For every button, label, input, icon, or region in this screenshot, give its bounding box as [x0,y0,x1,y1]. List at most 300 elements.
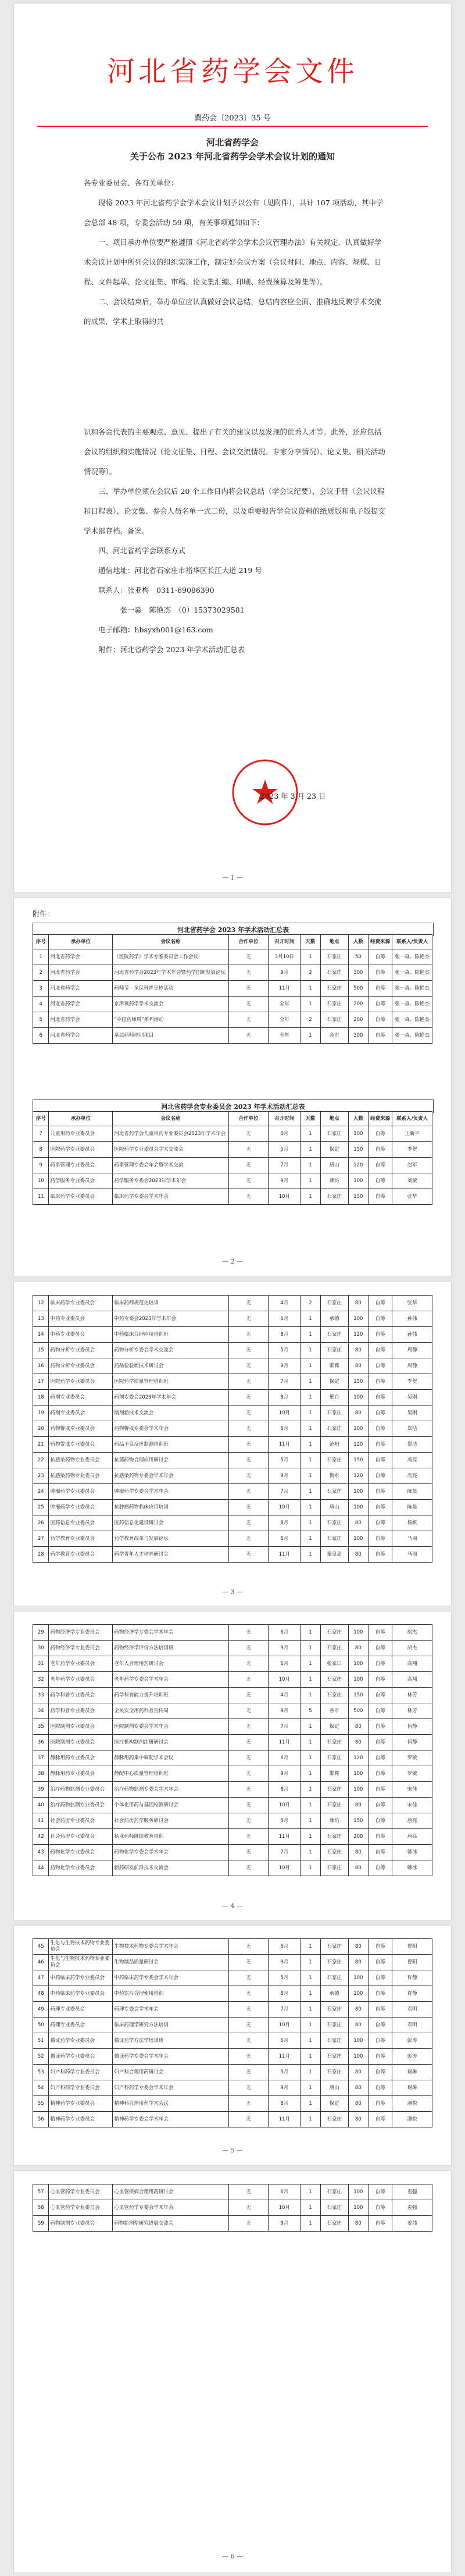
table-cell: 孙伟 [392,1327,432,1343]
table-cell: 无 [228,1547,269,1563]
table-cell: 中药临床药学专委会学术年会 [113,1970,228,1986]
table-cell: 自筹 [369,1343,392,1358]
table-cell: 2 [301,965,320,981]
table-cell: 4 [33,997,49,1012]
table-cell: 1 [301,1390,320,1406]
document-title: 关于公布 2023 年河北省药学会学术会议计划的通知 [130,151,335,162]
table-cell: 10月 [269,2200,301,2216]
table-cell: 药物化学专业委员会 [49,1860,113,1876]
table-cell: 中药专业委员会 [49,1311,113,1327]
table-cell: 35 [33,1719,49,1735]
table-cell: 药物经济学专委会学术年会 [113,1625,228,1641]
table-cell: 临床药师规范化培训 [113,1296,228,1311]
table-cell: 林芳 [392,1703,432,1719]
column-header: 经费来源 [369,1112,392,1126]
table-cell: 自筹 [369,1782,392,1798]
table-cell: 9月 [269,2216,301,2232]
notice-body-continued [84,422,386,660]
table-cell: 无 [228,1358,269,1374]
table-cell: 无 [228,1142,269,1158]
table-cell: 3月10日 [269,949,301,965]
table-cell: 无 [228,2002,269,2018]
table-cell: 全年 [269,1028,301,1044]
table-cell: 57 [33,2184,49,2200]
table-cell: 5月 [269,1970,301,1986]
table-cell: 执业药师继续教育培训 [113,1829,228,1845]
table-cell: 韩冰 [392,1845,432,1860]
table-cell: 自筹 [369,1955,392,1970]
table-row [33,1719,432,1735]
table-cell: 袁强 [392,2200,432,2216]
table-cell: 河北省药学会 [49,949,113,965]
column-header: 人数 [348,935,368,949]
table-row [33,1656,432,1672]
column-header: 承办单位 [49,1112,113,1126]
table-cell: 自筹 [369,1453,392,1468]
table-row [33,1860,432,1876]
table-row [33,981,432,997]
table-cell: 自筹 [369,1656,392,1672]
table-cell: 39 [33,1782,49,1798]
table-cell: 10 [33,1173,49,1189]
table-cell: 张一淼、陈艳杰 [392,1012,432,1028]
table-cell: 制剂新技术交流会 [113,1406,228,1421]
table-cell: 许静 [392,1970,432,1986]
table-cell: 石家庄 [320,1453,348,1468]
table-cell: 无 [228,1735,269,1750]
table-cell: 9 [33,1158,49,1173]
table-cell: 1 [301,2216,320,2232]
table-row [33,1845,432,1860]
table-cell: 心血管疾病合理用药研讨会 [113,2184,228,2200]
table-cell: 无 [228,1860,269,1876]
table-cell: 药物制剂专业委员会 [49,2216,113,2232]
column-header: 序号 [33,1112,49,1126]
table-cell: 无 [228,1766,269,1782]
table-cell: 石家庄 [320,1750,348,1766]
paragraph-item-2-continued: 识和各会代表的主要观点、意见、提出了有关的建议以及发现的优秀人才等。此外，还应包括会议的组织和实施情况（论文征集、日程、会议交流情况、专家分享情况）、论文集、相关活动情况等）。 [84,428,385,476]
table-row [33,1735,432,1750]
table-cell: 100 [348,1484,368,1500]
column-header: 地点 [320,1112,348,1126]
table-cell: 80 [348,2065,368,2080]
table-cell: 石家庄 [320,1421,348,1437]
table-cell: 石家庄 [320,1782,348,1798]
table-row [33,1703,432,1719]
page-number: — 4 — [222,1902,243,1910]
table-cell: 无 [228,2184,269,2200]
table-cell: 自筹 [369,1860,392,1876]
table-cell: 10月 [269,2018,301,2033]
table-cell: 15 [33,1343,49,1358]
table-cell: 药物警戒专业委员会 [49,1437,113,1453]
table-row [33,949,432,965]
table-cell: 社会药房专业委员会 [49,1813,113,1829]
red-divider [37,126,428,127]
table-cell: 80 [348,1735,368,1750]
paragraph-intro: 现将 2023 年河北省药学会学术会议计划予以公布（见附件），共计 107 项活动，其中学会总部 48 项，专委会活动 59 项，有关事项通知如下： [84,198,384,227]
table-cell: 韩冰 [392,1860,432,1876]
table-cell: 29 [33,1625,49,1641]
table-cell: 自筹 [369,1142,392,1158]
table-row [33,2049,432,2065]
table-cell: 80 [348,2018,368,2033]
table-cell: 自筹 [369,1688,392,1703]
annex-page-5 [14,2171,451,2573]
table-cell: 1 [301,1158,320,1173]
table-cell: 张家口 [320,1656,348,1672]
table-cell: 自筹 [369,1798,392,1813]
table-cell: 保定 [320,1719,348,1735]
table-cell: 80 [348,1547,368,1563]
table-cell: 药学服务专业委员会 [49,1173,113,1189]
table-cell: 邓明 [392,2018,432,2033]
table-cell: 自筹 [369,1845,392,1860]
table-cell: 社会药房专业委员会 [49,1829,113,1845]
table-cell: 石家庄 [320,1515,348,1531]
table-cell: 石家庄 [320,2184,348,2200]
table-row [33,965,432,981]
table-cell: 老年人合理用药研讨会 [113,1656,228,1672]
table-cell: 石家庄 [320,1531,348,1547]
table-cell: 心血管药学专业委员会 [49,2184,113,2200]
table-cell: 55 [33,2096,49,2112]
table-cell: 无 [228,949,269,965]
table-cell: 潘悦 [392,2096,432,2112]
table-cell: 1 [301,1374,320,1390]
table-cell: 1 [301,997,320,1012]
table-cell: 1 [301,1656,320,1672]
table-cell: 张华 [392,1189,432,1205]
table-cell: 各市 [320,1028,348,1044]
table-cell: 药物分析专业委员会 [49,1358,113,1374]
table-cell: 9月 [269,1173,301,1189]
table-cell: 石家庄 [320,1970,348,1986]
table-cell: 罗敏 [392,1750,432,1766]
table-cell: 1 [301,1735,320,1750]
table-cell: 11月 [269,981,301,997]
table-cell: 1 [301,1028,320,1044]
table-cell: 循证药学专业委员会 [49,2033,113,2049]
table-row [33,1468,432,1484]
table-cell: 石家庄 [320,1625,348,1641]
table-cell: 邢台 [320,1390,348,1406]
table-cell: 1 [301,1453,320,1468]
table-cell: 10月 [269,1500,301,1515]
table-cell: 个体化用药与基因检测研讨会 [113,1798,228,1813]
table-cell: 1 [301,2080,320,2096]
table-cell: 曹阳 [392,1955,432,1970]
table-cell: 刘敏 [392,1173,432,1189]
page-number: — 5 — [222,2147,243,2154]
table-cell: 无 [228,1173,269,1189]
activity-table-continued [33,1938,432,2127]
table-cell: 临床药学专业委员会 [49,1189,113,1205]
table-cell: 吴刚 [392,1406,432,1421]
table-cell: 自筹 [369,2216,392,2232]
table-row [33,2200,432,2216]
table-cell: 邯郸 [320,1358,348,1374]
table-cell: 10月 [269,1406,301,1421]
table-cell: 100 [348,1531,368,1547]
table-cell: 120 [348,1468,368,1484]
table-cell: 自筹 [369,1028,392,1044]
table-cell: 1 [301,2096,320,2112]
table-cell: 80 [348,1939,368,1955]
table-cell: 无 [228,2018,269,2033]
column-header: 经费来源 [369,935,392,949]
table-row [33,2096,432,2112]
table-cell: 马丽 [392,1531,432,1547]
table-cell: 无 [228,1406,269,1421]
table-cell: 自筹 [369,2049,392,2065]
table-cell: 无 [228,1625,269,1641]
table-cell: 石家庄 [320,1343,348,1358]
table-cell: 医院制剂专业委员会 [49,1735,113,1750]
table-cell: 石家庄 [320,1484,348,1500]
table-cell: 20 [33,1421,49,1437]
table-row [33,2216,432,2232]
table-cell: 彭涛 [392,2033,432,2049]
table-cell: 无 [228,1656,269,1672]
table-row [33,1374,432,1390]
table-cell: 全民安全用药科普宣传周 [113,1703,228,1719]
table-cell: 80 [348,2216,368,2232]
table-cell: 无 [228,1829,269,1845]
table-cell: 自筹 [369,2112,392,2127]
table-cell: 9月 [269,1358,301,1374]
table-cell: 5月 [269,1813,301,1829]
table-cell: 120 [348,1158,368,1173]
table-cell: 1 [301,2112,320,2127]
table-cell: 自筹 [369,1012,392,1028]
table-cell: 52 [33,2049,49,2065]
table-cell: 循证药学方法学培训班 [113,2033,228,2049]
table-cell: 无 [228,2200,269,2216]
table-cell: 自筹 [369,1547,392,1563]
table-cell: 生化与生物技术药物专业委员会 [49,1955,113,1970]
table-cell: 1 [301,1327,320,1343]
table-cell: 老年药学专委会学术年会 [113,1672,228,1688]
table-cell: 郑洁 [392,1421,432,1437]
table-cell: 自筹 [369,1327,392,1343]
table-cell: 抗感染药物专委会学术年会 [113,1468,228,1484]
table-cell: 1 [301,1484,320,1500]
table-cell: 9月 [269,1641,301,1656]
table-cell: 6月 [269,1750,301,1766]
table-cell: 1 [301,1547,320,1563]
table-cell: 200 [348,1829,368,1845]
table-cell: 承德 [320,1986,348,2002]
table-cell: 自筹 [369,1189,392,1205]
table-cell: 药品检验新技术研讨会 [113,1358,228,1374]
table-cell: 1 [301,1142,320,1158]
table-cell: 石家庄 [320,1327,348,1343]
table-cell: 宋佳 [392,1782,432,1798]
table-cell: 80 [348,2096,368,2112]
table-row [33,1437,432,1453]
table-cell: 无 [228,2033,269,2049]
table-cell: 石家庄 [320,1955,348,1970]
table-cell: 11月 [269,1829,301,1845]
table-cell: 48 [33,1986,49,2002]
table-cell: 1 [301,1500,320,1515]
table-cell: 老年药学专业委员会 [49,1672,113,1688]
table-cell: 石家庄 [320,2002,348,2018]
table-cell: 自筹 [369,1358,392,1374]
table-cell: 8月 [269,1327,301,1343]
table-cell: 9月 [269,1703,301,1719]
table-cell: 陈晨 [392,1484,432,1500]
table-cell: 自筹 [369,1515,392,1531]
table-cell: 药剂专业委员会 [49,1406,113,1421]
table-cell: 药物经济学评价方法培训班 [113,1641,228,1656]
table-cell: 精神药学专业委员会 [49,2112,113,2127]
table-row [33,1343,432,1358]
table-cell: 80 [348,1719,368,1735]
annex-page-3 [14,1611,451,1920]
table-cell: 1 [301,1688,320,1703]
table-row [33,1750,432,1766]
table-cell: 谢琳 [392,2065,432,2080]
table-cell: 生物技术药物专委会学术年会 [113,1939,228,1955]
table-cell: 9月 [269,1955,301,1970]
column-header: 序号 [33,935,49,949]
table-cell: 37 [33,1750,49,1766]
table-cell: 无 [228,1531,269,1547]
table-cell: 无 [228,1688,269,1703]
table-cell: 无 [228,1813,269,1829]
table-cell: 无 [228,2080,269,2096]
table-row [33,1406,432,1421]
table-cell: 31 [33,1656,49,1672]
table-cell: 全年 [269,1012,301,1028]
table-cell: 自筹 [369,981,392,997]
table-cell: 1 [301,1798,320,1813]
table-cell: 自筹 [369,1625,392,1641]
table-cell: 1 [301,1406,320,1421]
table-cell: 郑洁 [392,1437,432,1453]
table-row [33,1390,432,1406]
table-cell: 1 [301,1311,320,1327]
table-cell: 自筹 [369,2200,392,2216]
activity-table-continued [33,1624,432,1876]
table-cell: 中药临床药学专业委员会 [49,1986,113,2002]
table-row [33,1625,432,1641]
table-cell: 静脉用药专业委员会 [49,1750,113,1766]
table-cell: 药物化学专委会学术年会 [113,1845,228,1860]
table-cell: 石家庄 [320,1012,348,1028]
table-cell: 6月 [269,2033,301,2049]
table-cell: 廊坊 [320,1173,348,1189]
table-cell: 罗敏 [392,1766,432,1782]
table-cell: 无 [228,997,269,1012]
table-cell: 自筹 [369,949,392,965]
table-cell: 自筹 [369,1766,392,1782]
email[interactable]: 电子邮箱：hbsyxh001@163.com [98,625,213,634]
table-cell: 1 [301,1860,320,1876]
table-cell: 80 [348,1343,368,1358]
table-cell: 6月 [269,1939,301,1955]
table-row [33,1421,432,1437]
table-cell: 1 [301,1531,320,1547]
table-row [33,1672,432,1688]
table-cell: 1 [301,2033,320,2049]
table-cell: 自筹 [369,1158,392,1173]
table-cell: 80 [348,1296,368,1311]
table-cell: 石家庄 [320,965,348,981]
annex-page-4 [14,1926,451,2165]
table-cell: 5月 [269,1343,301,1358]
table-cell: 药物分析专业委员会 [49,1343,113,1358]
table-cell: 药学教育专业委员会 [49,1547,113,1563]
table-cell: 治疗药物监测专业委员会 [49,1782,113,1798]
table-cell: 医院药学专业委员会学术交流会 [113,1142,228,1158]
table-cell: 无 [228,1703,269,1719]
table-cell: 1 [301,1813,320,1829]
table-cell: 10月 [269,1860,301,1876]
table-cell: 25 [33,1500,49,1515]
table-cell: 药学教育专业委员会 [49,1531,113,1547]
table-cell: 49 [33,2002,49,2018]
table-cell: 26 [33,1515,49,1531]
table-cell: 自筹 [369,1703,392,1719]
table-cell: 自筹 [369,1970,392,1986]
table-cell: 1 [301,1437,320,1453]
table-cell: 50 [348,949,368,965]
column-header: 合作单位 [228,935,269,949]
table-cell: 33 [33,1688,49,1703]
table-cell: 药物分析专委会学术交流会 [113,1343,228,1358]
table-cell: 自筹 [369,1735,392,1750]
table-cell: 何静 [392,1719,432,1735]
table-cell: 廊坊 [320,1813,348,1829]
table-cell: 10月 [269,1189,301,1205]
table-cell: 500 [348,981,368,997]
table-cell: 6月 [269,1421,301,1437]
table-cell: 药事管理专委会年会暨学术交流 [113,1158,228,1173]
table-row [33,1296,432,1311]
table-cell: 无 [228,1500,269,1515]
table-cell: 自筹 [369,1829,392,1845]
table-cell: 1 [301,1782,320,1798]
table-row [33,1453,432,1468]
table-cell: 邯郸 [320,1766,348,1782]
table-cell: 李贺 [392,1374,432,1390]
table-cell: 30 [33,1641,49,1656]
table-cell: 100 [348,1782,368,1798]
table-cell: 沧州 [320,1437,348,1453]
table-cell: 自筹 [369,2033,392,2049]
table-cell: 静脉用药专业委员会 [49,1766,113,1782]
column-header: 天数 [301,1112,320,1126]
table-cell: 袁强 [392,2184,432,2200]
table-cell: 自筹 [369,1390,392,1406]
table-cell: 老年药学专业委员会 [49,1656,113,1672]
document-number: 冀药会〔2023〕35 号 [194,114,271,123]
table-cell: 邓明 [392,2002,432,2018]
table-cell: 药理专业委员会 [49,2002,113,2018]
contact-person-2: 张一淼 陈艳杰 （0）15373029581 [120,606,245,614]
table-cell: 静脉用药集中调配学术会议 [113,1750,228,1766]
table-cell: 100 [348,1390,368,1406]
page-number: — 1 — [222,874,243,881]
table-cell: 肿瘤药学专委会学术年会 [113,1484,228,1500]
table-cell: 500 [348,1703,368,1719]
table-cell: 秦皇岛 [320,1547,348,1563]
table-cell: 药学青年人才培养研讨会 [113,1547,228,1563]
table-cell: 石家庄 [320,997,348,1012]
